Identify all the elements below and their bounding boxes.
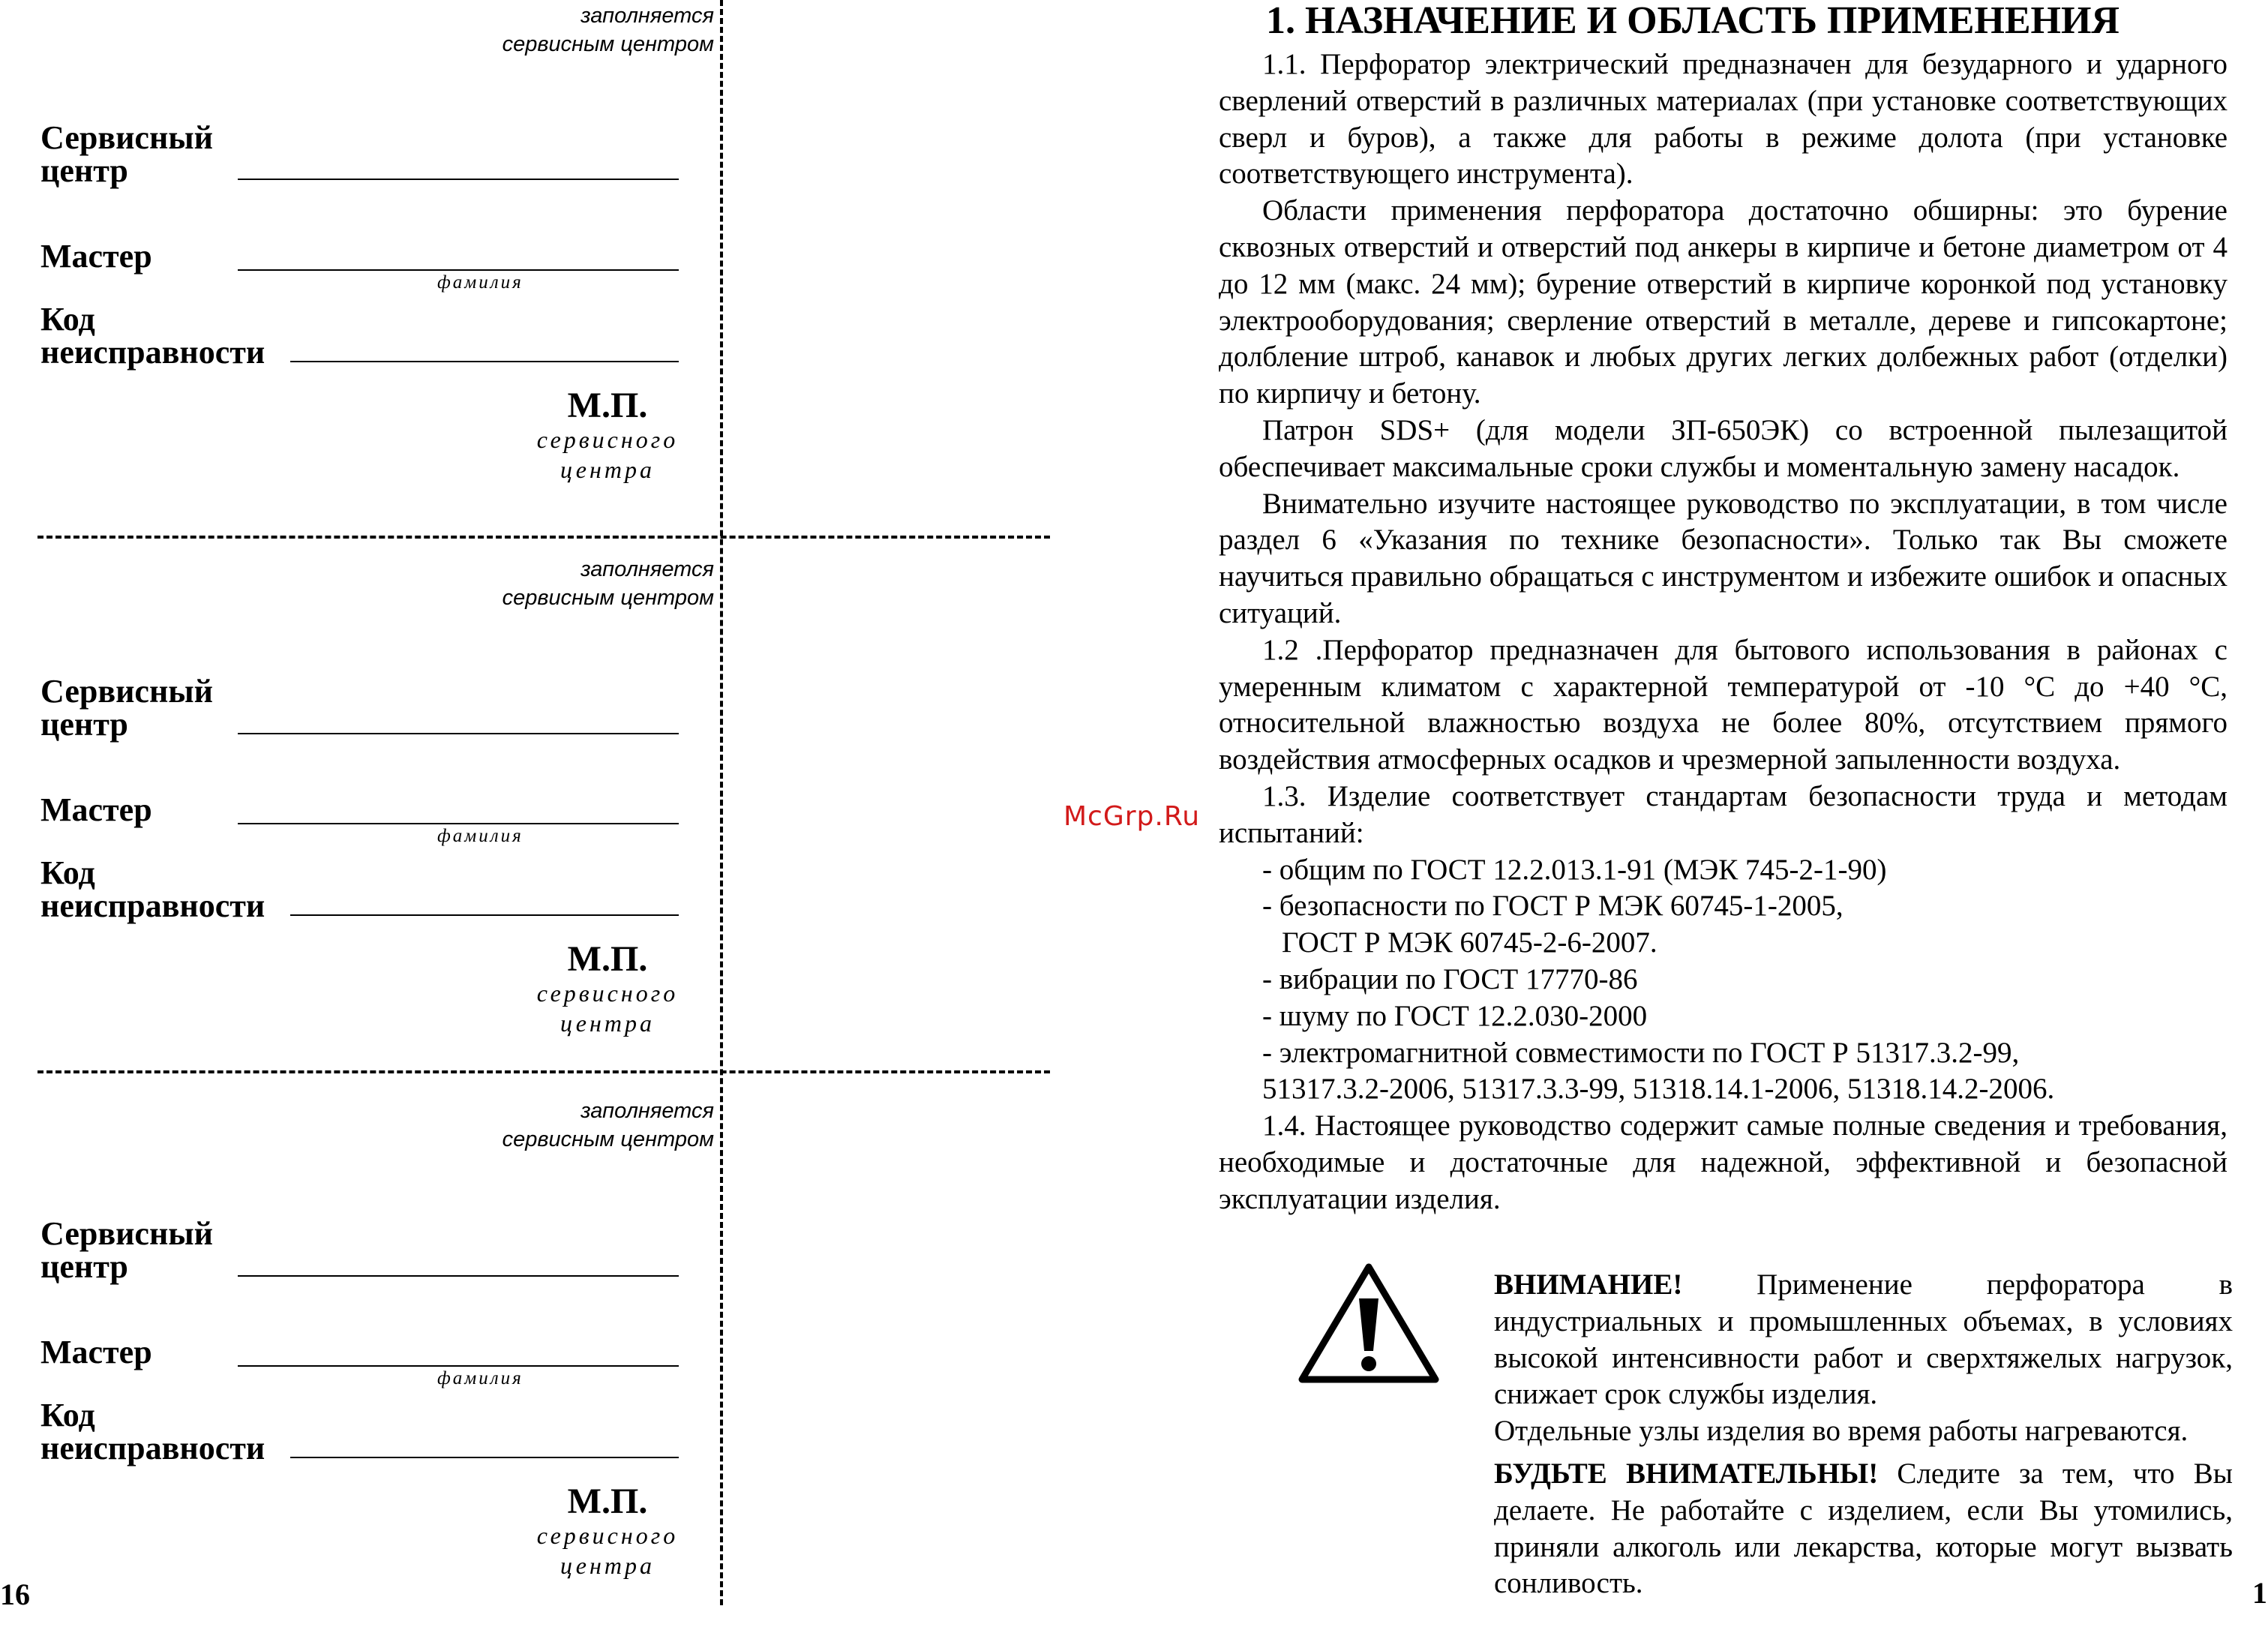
master-field[interactable] [238,269,679,271]
paragraph-chuck: Патрон SDS+ (для модели ЗП-650ЭК) со встроенной пылезащитой обеспечивает максимальные сроки службы и моментальную замену насадок. [1219,413,2228,483]
paragraph-1-2: 1.2 .Перфоратор предназначен для бытового использования в районах с умеренным климатом с характерной температурой от -10 °С до +40 °С, относительной влажностью воздуха не более 80%, отсутствием прямого воздействия атмосферных осадков и чрезмерной запыленности воздуха. [1219,633,2228,776]
paragraph-read-manual: Внимательно изучите настоящее руководство по эксплуатации, в том числе раздел 6 «Указания по технике безопасности». Только так Вы сможете научиться правильно обращаться с инструментом и избежите ошибок и опасных ситуаций. [1219,487,2228,629]
master-label: Мастер [40,238,152,275]
fault-code-field[interactable] [290,361,679,362]
stamp-label: М.П. [567,1481,648,1521]
stamp-label: М.П. [567,386,648,425]
stamp-subtitle: сервисного центра [536,1522,679,1579]
standard-item: - общим по ГОСТ 12.2.013.1-91 (МЭК 745-2-1-90) [1262,853,1887,886]
stamp-label: М.П. [567,939,648,979]
warning-paragraph: ВНИМАНИЕ! Применение перфоратора в индустриальных и промышленных объемах, в условиях высокой интенсивности работ и сверхтяжелых нагрузок, снижает срок службы изделия. [1494,1268,2233,1411]
service-center-label: Сервисный центр [40,1215,214,1285]
stamp-subtitle: сервисного центра [536,980,679,1037]
paragraph-1-1: 1.1. Перфоратор электрический предназначен для безударного и ударного сверлений отверстий в различных материалах (при установке соответствующих сверл и буров), а также для работы в режиме долота (при установке соответствующего инструмента). [1219,48,2228,191]
section-body [1219,47,2228,1218]
service-center-label: Сервисный центр [40,119,214,189]
warning-heading: ВНИМАНИЕ! [1494,1268,1683,1301]
service-center-field[interactable] [238,179,679,180]
paragraph-areas: Области применения перфоратора достаточно обширны: это бурение сквозных отверстий и отверстий под анкеры в кирпиче и бетоне диаметром от 4 до 12 мм (макс. 24 мм); бурение отверстий в кирпиче коронкой под установку электрооборудования; сверление отверстий в металле, дереве и гипсокартоне; долбление штроб, канавок и любых других легких долбежных работ (отделки) по кирпичу и бетону. [1219,194,2228,410]
fault-code-label: Код неисправности [40,854,266,924]
master-field[interactable] [238,1365,679,1367]
caution-paragraph: БУДЬТЕ ВНИМАТЕЛЬНЫ! Следите за тем, что Вы делаете. Не работайте с изделием, если Вы утомились, приняли алкоголь или лекарства, которые могут вызвать сонливость. [1494,1457,2233,1600]
standard-item: - электромагнитной совместимости по ГОСТ Р 51317.3.2-99, [1262,1036,2020,1069]
fault-code-label: Код неисправности [40,301,266,371]
stamp-subtitle: сервисного центра [536,426,679,483]
note-filled-by-service: заполняется сервисным центром [502,4,714,56]
heat-paragraph: Отдельные узлы изделия во время работы нагреваются. [1494,1415,2188,1448]
surname-hint: фамилия [437,272,524,293]
master-field[interactable] [238,823,679,824]
paragraph-1-3: 1.3. Изделие соответствует стандартам безопасности труда и методам испытаний: [1219,779,2228,849]
section-title: 1. НАЗНАЧЕНИЕ И ОБЛАСТЬ ПРИМЕНЕНИЯ [1266,0,2120,42]
surname-hint: фамилия [437,1368,524,1388]
paragraph-1-4: 1.4. Настоящее руководство содержит самые полные сведения и требования, необходимые и достаточные для надежной, эффективной и безопасной эксплуатации изделия. [1219,1109,2228,1215]
fault-code-label: Код неисправности [40,1397,266,1466]
standard-item-continued: ГОСТ Р МЭК 60745-2-6-2007. [1282,926,1658,959]
service-center-field[interactable] [238,1275,679,1277]
fault-code-field[interactable] [290,1457,679,1458]
left-page-number: 16 [0,1577,30,1611]
warning-block [1494,1267,2233,1602]
watermark: McGrp.Ru [1064,801,1201,832]
standard-item: - безопасности по ГОСТ Р МЭК 60745-1-2005, [1262,890,1844,923]
master-label: Мастер [40,791,152,828]
right-page-number: 1 [2252,1576,2267,1610]
caution-heading: БУДЬТЕ ВНИМАТЕЛЬНЫ! [1494,1457,1879,1490]
horizontal-cut-line [38,1070,1050,1073]
warning-triangle-icon [1298,1262,1440,1384]
note-filled-by-service: заполняется сервисным центром [502,557,714,610]
fault-code-field[interactable] [290,914,679,916]
standard-item: - вибрации по ГОСТ 17770-86 [1262,962,1638,995]
vertical-cut-line [720,0,723,1605]
master-label: Мастер [40,1334,152,1370]
standard-item-continued: 51317.3.2-2006, 51317.3.3-99, 51318.14.1-2006, 51318.14.2-2006. [1262,1073,2055,1106]
horizontal-cut-line [38,536,1050,539]
note-filled-by-service: заполняется сервисным центром [502,1099,714,1151]
service-center-field[interactable] [238,733,679,734]
service-center-label: Сервисный центр [40,673,214,743]
surname-hint: фамилия [437,826,524,846]
standard-item: - шуму по ГОСТ 12.2.030-2000 [1262,999,1648,1032]
